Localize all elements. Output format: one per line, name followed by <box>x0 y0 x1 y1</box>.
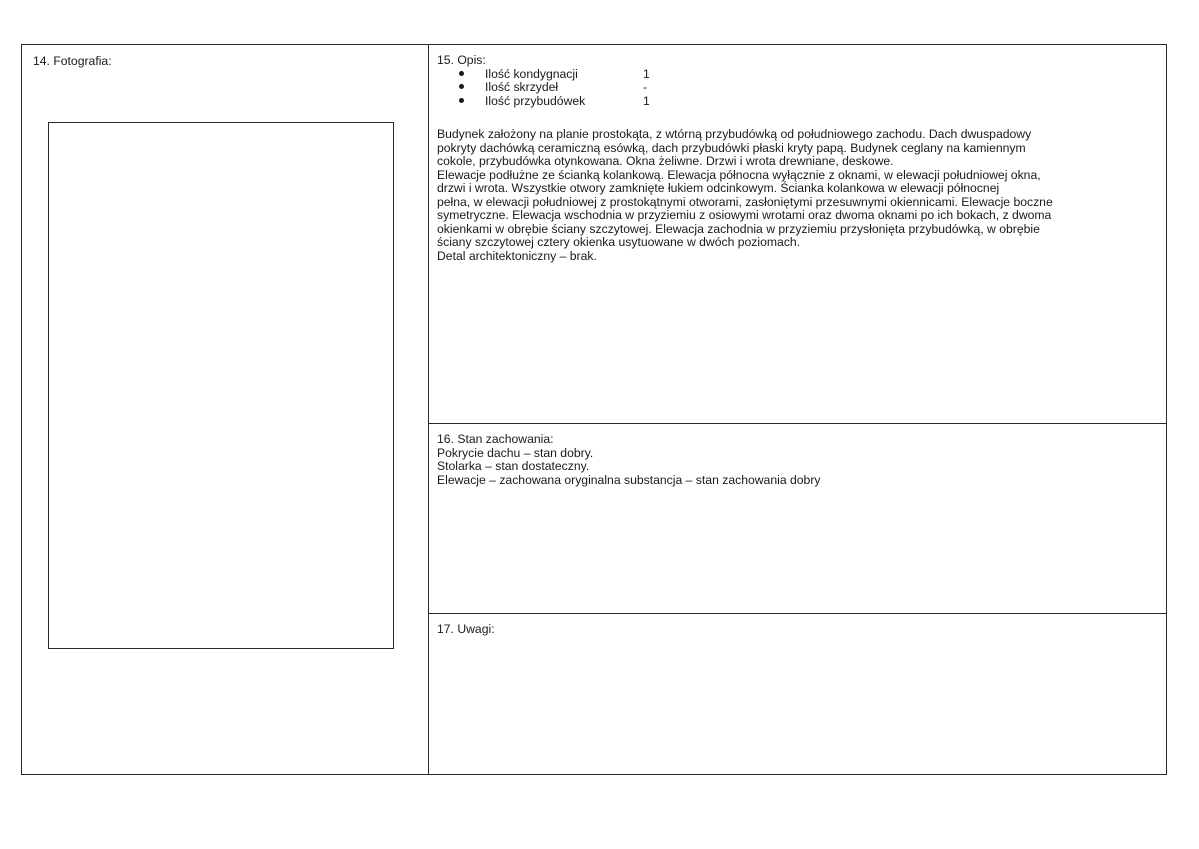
description-title: 15. Opis: <box>437 53 486 67</box>
description-line: okienkami w obrębie ściany szczytowej. Elewacja zachodnia w przyziemiu przysłonięta przybudówką, w obrębie <box>437 221 1040 236</box>
parameter-name: Ilość kondygnacji <box>485 66 578 81</box>
list-item <box>459 81 1158 95</box>
description-line: ściany szczytowej cztery okienka usytuowane w dwóch poziomach. <box>437 235 801 249</box>
description-section <box>429 45 1166 424</box>
description-line: Elewacje podłużne ze ścianką kolankową. Elewacja północna wyłącznie z oknami, w elewacji południowej okna, <box>437 167 1041 182</box>
parameter-name: Ilość skrzydeł <box>485 80 559 94</box>
condition-line: Pokrycie dachu – stan dobry. <box>437 445 594 460</box>
description-line: drzwi i wrota. Wszystkie otwory zamknięte łukiem odcinkowym. Ścianka kolankowa w elewacji północnej <box>437 181 1000 195</box>
bullet-icon <box>459 95 485 109</box>
bullet-icon <box>459 81 485 95</box>
remarks-section <box>429 614 1166 774</box>
parameter-value: 1 <box>643 66 650 81</box>
description-line: pokryty dachówką ceramiczną esówką, dach przybudówki płaski kryty papą. Budynek ceglany na kamiennym <box>437 140 1026 155</box>
description-line: symetryczne. Elewacja wschodnia w przyziemiu z osiowymi wrotami oraz dwoma oknami po ich bokach, z dwoma <box>437 208 1052 222</box>
description-text <box>437 128 1158 263</box>
parameter-value: - <box>643 80 648 94</box>
photo-frame <box>48 122 394 649</box>
condition-section <box>429 424 1166 614</box>
description-line: cokole, przybudówka otynkowana. Okna żeliwne. Drzwi i wrota drewniane, deskowe. <box>437 154 894 168</box>
description-line: pełna, w elewacji południowej z prostokątnymi otworami, zasłoniętymi przesuwnymi okiennicami. Elewacje boczne <box>437 194 1053 209</box>
parameter-list <box>437 68 1158 109</box>
photo-label: 14. Fotografia: <box>33 54 112 68</box>
description-line: Budynek założony na planie prostokąta, z wtórną przybudówką od południowego zachodu. Dach dwuspadowy <box>437 127 1032 141</box>
bullet-icon <box>459 68 485 82</box>
description-line: Detal architektoniczny – brak. <box>437 248 597 263</box>
parameter-name: Ilość przybudówek <box>485 93 586 108</box>
parameter-value: 1 <box>643 93 650 108</box>
condition-title: 16. Stan zachowania: <box>437 432 554 446</box>
details-column <box>429 45 1166 774</box>
remarks-title: 17. Uwagi: <box>437 622 495 636</box>
photo-section <box>22 45 429 774</box>
list-item <box>459 68 1158 82</box>
condition-line: Stolarka – stan dostateczny. <box>437 459 590 473</box>
condition-line: Elewacje – zachowana oryginalna substancja – stan zachowania dobry <box>437 472 821 487</box>
record-sheet <box>21 44 1167 775</box>
list-item <box>459 95 1158 109</box>
